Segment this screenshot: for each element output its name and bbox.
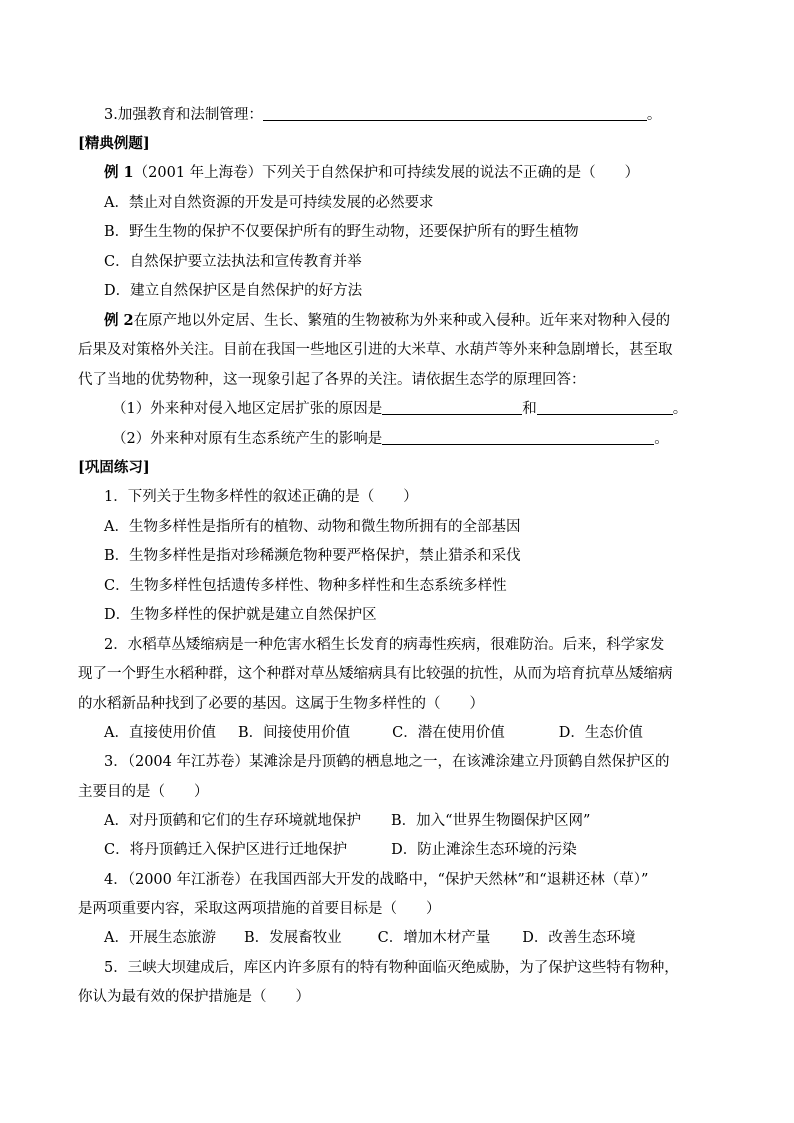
practice-3-option-a: A．对丹顶鹤和它们的生存环境就地保护 bbox=[104, 813, 361, 829]
practice-3-option-b: B．加入“世界生物圈保护区网” bbox=[390, 813, 591, 829]
practice-2-line-1: 2．水稻草丛矮缩病是一种危害水稻生长发育的病毒性疾病，很难防治。后来，科学家发 bbox=[104, 637, 665, 653]
practice-2-option-d: D．生态价值 bbox=[558, 725, 643, 741]
example-1-text: （2001 年上海卷）下列关于自然保护和可持续发展的说法不正确的是（ ） bbox=[133, 165, 640, 181]
example-1-option-d: D．建立自然保护区是自然保护的好方法 bbox=[104, 283, 363, 299]
practice-1-option-d: D．生物多样性的保护就是建立自然保护区 bbox=[104, 607, 377, 623]
practice-3-line-1: 3．（2004 年江苏卷）某滩涂是丹顶鹤的栖息地之一，在该滩涂建立丹顶鹤自然保护区的 bbox=[104, 754, 670, 770]
section-3-text: 3.加强教育和法制管理： bbox=[104, 107, 263, 123]
q1-text: （1）外来种对侵入地区定居扩张的原因是 bbox=[112, 401, 383, 417]
example-1-option-a: A．禁止对自然资源的开发是可持续发展的必然要求 bbox=[104, 195, 434, 211]
practice-4-option-a: A．开展生态旅游 bbox=[104, 930, 216, 946]
answer-blank[interactable] bbox=[263, 104, 647, 121]
practice-1-question: 1．下列关于生物多样性的叙述正确的是（ ） bbox=[104, 489, 418, 505]
practice-4-option-b: B．发展畜牧业 bbox=[243, 930, 342, 946]
practice-4-option-c: C．增加木材产量 bbox=[377, 930, 491, 946]
practice-4-line-1: 4．（2000 年江浙卷）在我国西部大开发的战略中，“保护天然林”和“退耕还林（草）” bbox=[104, 872, 649, 888]
heading-classic-examples: [精典例题] bbox=[78, 135, 150, 152]
example-2-line-3: 代了当地的优势物种，这一现象引起了各界的关注。请依据生态学的原理回答： bbox=[78, 372, 586, 388]
practice-3-options-cd bbox=[0, 837, 794, 863]
q1-and: 和 bbox=[522, 401, 537, 417]
period: 。 bbox=[646, 107, 662, 123]
practice-3-option-c: C．将丹顶鹤迁入保护区进行迁地保护 bbox=[104, 842, 348, 858]
practice-2-option-a: A．直接使用价值 bbox=[104, 725, 216, 741]
practice-5-line-2: 你认为最有效的保护措施是（ ） bbox=[78, 989, 310, 1005]
practice-3-options-ab bbox=[0, 808, 794, 834]
practice-3-line-2: 主要目的是（ ） bbox=[78, 784, 209, 800]
practice-5-line-1: 5．三峡大坝建成后，库区内许多原有的特有物种面临灭绝威胁，为了保护这些特有物种， bbox=[104, 960, 679, 976]
example-2-text: 在原产地以外定居、生长、繁殖的生物被称为外来种或入侵种。近年来对物种入侵的 bbox=[133, 313, 671, 329]
example-2-line-2: 后果及对策格外关注。目前在我国一些地区引进的大米草、水葫芦等外来种急剧增长，甚至取 bbox=[78, 342, 673, 358]
period: 。 bbox=[672, 401, 688, 417]
example-2-question-2 bbox=[0, 426, 794, 452]
example-1-option-b: B．野生生物的保护不仅要保护所有的野生动物，还要保护所有的野生植物 bbox=[104, 224, 579, 240]
practice-4-option-d: D．改善生态环境 bbox=[522, 930, 636, 946]
practice-2-line-2: 现了一个野生水稻种群，这个种群对草丛矮缩病具有比较强的抗性，从而为培育抗草丛矮缩病 bbox=[78, 666, 673, 682]
example-1-option-c: C．自然保护要立法执法和宣传教育并举 bbox=[104, 254, 362, 270]
practice-2-line-3: 的水稻新品种找到了必要的基因。这属于生物多样性的（ ） bbox=[78, 696, 484, 712]
answer-blank[interactable] bbox=[382, 428, 654, 445]
section-3-line bbox=[0, 102, 794, 128]
example-1-label: 例 1 bbox=[104, 164, 134, 181]
practice-2-options bbox=[0, 720, 794, 746]
practice-1-option-b: B．生物多样性是指对珍稀濒危物种要严格保护，禁止猎杀和采伐 bbox=[104, 548, 521, 564]
example-2-label: 例 2 bbox=[104, 312, 134, 329]
period: 。 bbox=[654, 431, 669, 447]
example-1-question bbox=[0, 160, 794, 186]
practice-3-option-d: D．防止滩涂生态环境的污染 bbox=[391, 842, 577, 858]
practice-4-line-2: 是两项重要内容，采取这两项措施的首要目标是（ ） bbox=[78, 901, 441, 917]
example-2-line-1 bbox=[0, 308, 794, 334]
practice-2-option-c: C．潜在使用价值 bbox=[392, 725, 505, 741]
example-2-question-1 bbox=[0, 396, 794, 422]
practice-1-option-a: A．生物多样性是指所有的植物、动物和微生物所拥有的全部基因 bbox=[104, 519, 521, 535]
answer-blank[interactable] bbox=[382, 398, 522, 415]
practice-4-options bbox=[0, 925, 794, 951]
practice-2-option-b: B．间接使用价值 bbox=[237, 725, 351, 741]
practice-1-option-c: C．生物多样性包括遗传多样性、物种多样性和生态系统多样性 bbox=[104, 578, 507, 594]
heading-practice: [巩固练习] bbox=[78, 459, 150, 476]
q2-text: （2）外来种对原有生态系统产生的影响是 bbox=[112, 431, 383, 447]
answer-blank[interactable] bbox=[537, 398, 673, 415]
